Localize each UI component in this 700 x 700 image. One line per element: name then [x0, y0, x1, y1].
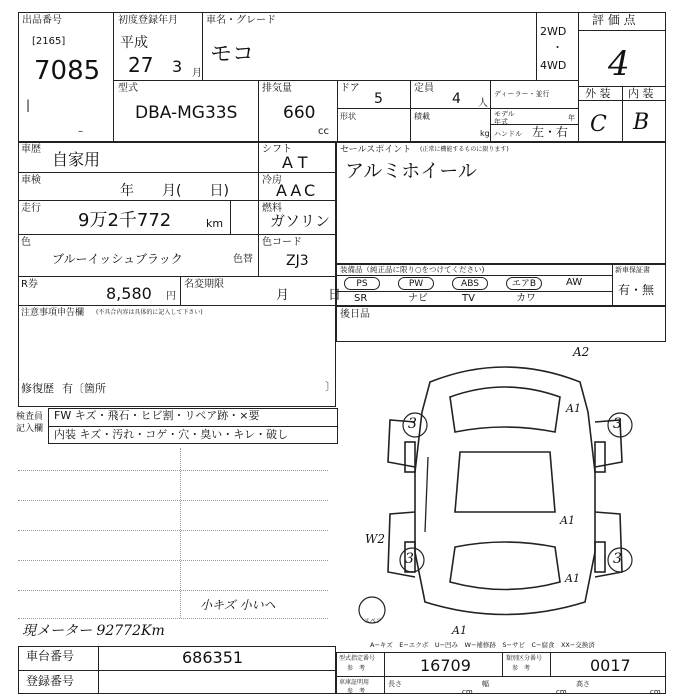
shape-label: 形状	[340, 112, 356, 121]
rear-box	[336, 306, 666, 342]
fw-row: FW キズ・飛石・ヒビ割・リペア跡・×要	[54, 409, 260, 422]
handle-label: ハンドル	[494, 130, 522, 138]
score-value: 4	[608, 44, 630, 84]
category-sub: 参 考	[512, 665, 531, 672]
notes-sub: (不具合内容は具体的に記入して下さい)	[96, 309, 203, 316]
damage-legend: A−キズ E−エクボ U−凹み W−補修跡 S−サビ C−腐食 XX−交換済	[370, 641, 595, 649]
reg-label: 登録番号	[26, 674, 75, 688]
height-cm: cm	[650, 688, 661, 696]
interior-grade: B	[633, 110, 650, 135]
inspection-label: 車検	[21, 175, 41, 186]
equipment-4: AW	[566, 277, 583, 288]
new-car-label: 新車保証書	[615, 266, 650, 274]
type-label: 型式指定番号	[339, 655, 376, 662]
handwritten-note: 小キズ 小いヘ	[200, 598, 276, 612]
equipment-bottom-0: SR	[354, 293, 368, 304]
reg-year: 27	[128, 53, 154, 77]
repair-close: 〕	[325, 380, 336, 393]
inspection: 年 月( 日)	[120, 183, 229, 199]
handle-value: 左・右	[532, 125, 569, 139]
fuel-label: 燃料	[262, 203, 282, 214]
month-unit: 月	[192, 68, 202, 79]
category-value: 0017	[590, 656, 631, 675]
recycle-label: R券	[21, 279, 38, 290]
inspector-label-2: 記入欄	[16, 424, 44, 434]
yen-unit: 円	[166, 291, 176, 302]
damage-mark-a2: A2	[573, 345, 590, 359]
tire-mark-fr: 3	[613, 416, 622, 432]
exterior-grade: C	[590, 112, 607, 137]
mileage-label: 走行	[21, 203, 41, 214]
person-unit: 人	[478, 98, 488, 109]
damage-mark-a1-side: A1	[560, 514, 575, 527]
displacement: 660	[283, 103, 316, 123]
doors: 5	[374, 91, 383, 107]
drive-dot: ・	[552, 41, 563, 54]
mileage: 9万2千772	[78, 210, 172, 231]
usage-label: 車歴	[21, 144, 41, 155]
era: 平成	[120, 35, 148, 51]
inspector-label-1: 検査員	[16, 412, 44, 422]
ac-label: 冷房	[262, 175, 282, 186]
damage-mark-a1-front: A1	[566, 402, 581, 415]
model-label: 型式	[118, 83, 138, 94]
dealer-label: ディーラー・並行	[494, 90, 550, 98]
car-name-label: 車名・グレード	[206, 15, 276, 26]
equipment-bottom-1: ナビ	[408, 293, 428, 304]
tire-mark-fl: 3	[408, 416, 417, 432]
type-value: 16709	[420, 656, 471, 675]
capacity-label: 定員	[414, 83, 434, 94]
handwritten-odometer: 現メーター 92772Km	[22, 623, 165, 639]
drive-2wd: 2WD	[540, 25, 567, 38]
repair-label: 修復歴	[21, 382, 54, 395]
sales-sub: (正常に機能するものに限ります)	[420, 146, 509, 153]
kg-unit: kg	[480, 129, 490, 138]
color-code-label: 色コード	[262, 237, 302, 248]
category-label: 類別区分番号	[506, 655, 543, 662]
damage-mark-a1-bottom: A1	[452, 624, 467, 637]
exterior-label: 外 装	[585, 87, 611, 100]
left-mark: |	[26, 98, 31, 112]
equipment-bottom-3: カワ	[516, 293, 536, 304]
color-code: ZJ3	[286, 253, 309, 269]
model-code: DBA-MG33S	[135, 103, 238, 123]
color: ブルーイッシュブラック	[52, 252, 183, 266]
shift-label: シフト	[262, 144, 292, 155]
displacement-label: 排気量	[262, 83, 292, 94]
equipment-2: ABS	[452, 277, 488, 290]
name-change-label: 名変期限	[184, 279, 224, 290]
equipment-3: エアB	[506, 277, 542, 290]
drive-4wd: 4WD	[540, 59, 567, 72]
year-unit: 年	[568, 114, 575, 122]
shift: AT	[282, 153, 314, 172]
tire-mark-rr: 3	[613, 551, 622, 567]
repair-value: 有〔箇所	[62, 382, 106, 395]
left-mark-2: –	[78, 126, 83, 137]
width-label: 幅	[482, 680, 489, 688]
cc-unit: cc	[318, 126, 329, 137]
width-cm: cm	[556, 688, 567, 696]
interior-label: 内 装	[628, 87, 654, 100]
car-damage-diagram	[340, 342, 670, 642]
score-label: 評 価 点	[592, 13, 636, 27]
new-car-value: 有・無	[618, 283, 655, 297]
equipment-bottom-2: TV	[462, 293, 475, 304]
ac: AAC	[276, 181, 319, 200]
cert-sub: 参 考	[347, 688, 366, 695]
equipment-1: PW	[398, 277, 434, 290]
name-change-value: 月 日	[276, 288, 342, 303]
km-unit: km	[206, 217, 224, 230]
car-name: モコ	[210, 42, 255, 67]
usage: 自家用	[52, 150, 101, 169]
length-label: 長さ	[388, 680, 402, 688]
capacity: 4	[452, 91, 461, 107]
height-label: 高さ	[576, 680, 590, 688]
doors-label: ドア	[340, 83, 360, 94]
lot-label: 出品番号	[22, 15, 62, 26]
damage-mark-a1-rear: A1	[565, 572, 580, 585]
rear-label: 後日品	[340, 309, 370, 320]
notes-label: 注意事項申告欄	[21, 308, 85, 318]
lot-code: [2165]	[32, 36, 66, 47]
model-year-label: モデル年式	[494, 110, 515, 126]
recycle: 8,580	[106, 284, 152, 303]
tire-mark-rl: 3	[405, 551, 414, 567]
equipment-label: 装備品（純正品に限り○をつけてください)	[340, 265, 485, 274]
cert-label: 車庫証明用	[339, 679, 370, 686]
interior-row: 内装 キズ・汚れ・コゲ・穴・臭い・キレ・破し	[54, 428, 289, 441]
type-sub: 参 考	[347, 665, 366, 672]
reg-month: 3	[172, 57, 183, 76]
sales-label: セールスポイント	[340, 145, 412, 155]
color-label: 色	[21, 237, 31, 248]
lot-number: 7085	[34, 56, 101, 86]
car-outline	[388, 367, 622, 615]
length-cm: cm	[462, 688, 473, 696]
spare-label: スペア	[364, 618, 383, 625]
load-label: 積載	[414, 112, 430, 121]
color-change-label: 色替	[233, 254, 253, 265]
equipment-0: PS	[344, 277, 380, 290]
header-box	[18, 12, 666, 142]
sales-point: アルミホイール	[345, 160, 477, 182]
chassis-number: 686351	[182, 648, 244, 667]
chassis-label: 車台番号	[26, 649, 75, 663]
damage-mark-w2: W2	[365, 532, 385, 546]
first-reg-label: 初度登録年月	[118, 15, 178, 26]
fuel: ガソリン	[270, 212, 331, 230]
